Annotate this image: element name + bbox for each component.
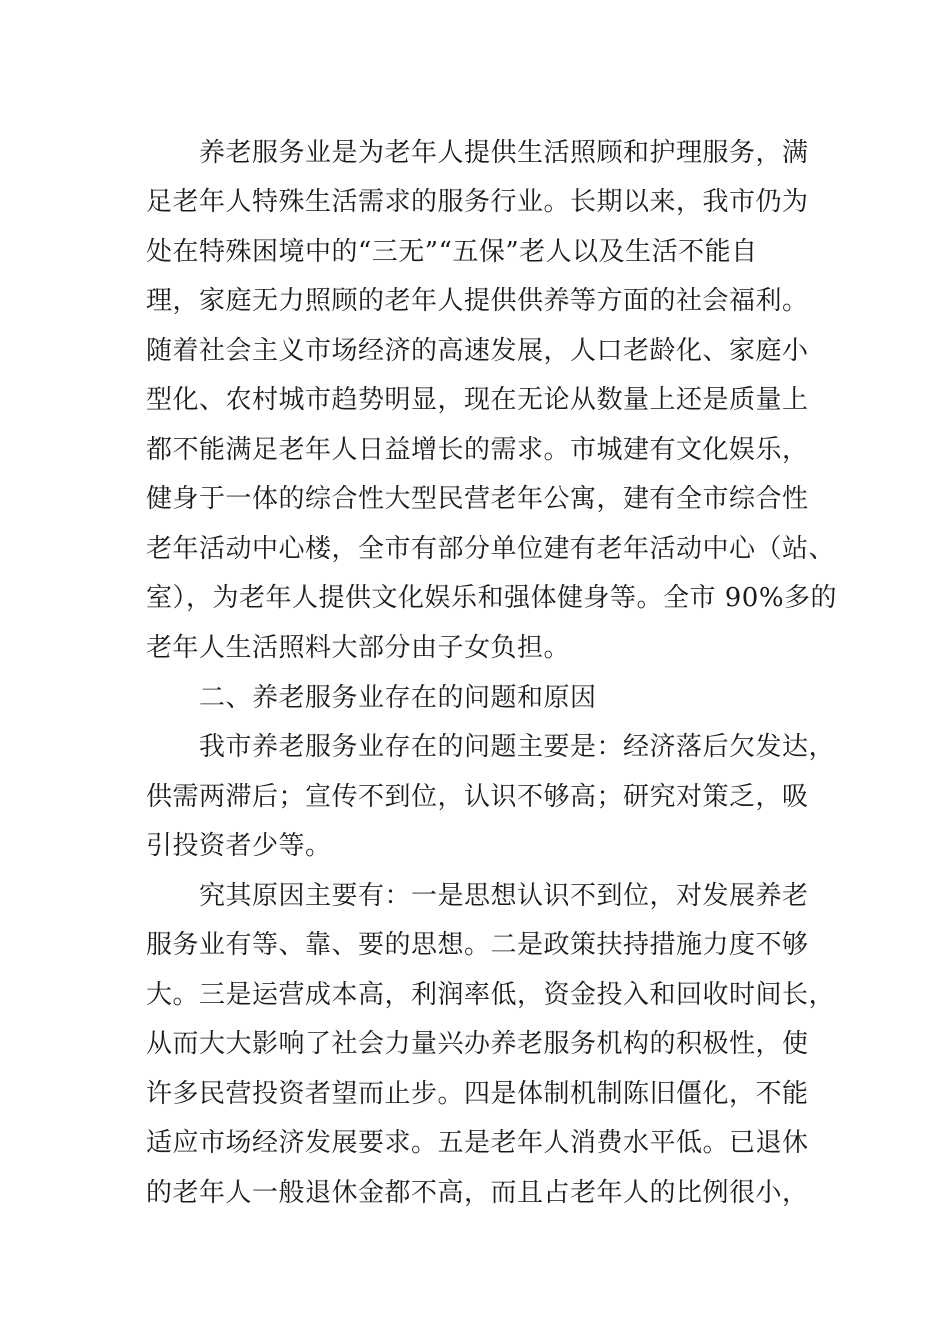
text-line: 大。三是运营成本高，利润率低，资金投入和回收时间长， [146, 980, 836, 1010]
text-line: 室），为老年人提供文化娱乐和强体健身等。全市 90%多的 [146, 583, 838, 613]
text-line: 型化、农村城市趋势明显，现在无论从数量上还是质量上 [146, 385, 809, 415]
text-line: 引投资者少等。 [146, 831, 332, 861]
text-line: 理，家庭无力照顾的老年人提供供养等方面的社会福利。 [146, 286, 809, 316]
text-line: 许多民营投资者望而止步。四是体制机制陈旧僵化，不能 [146, 1079, 809, 1109]
text-line: 老年活动中心楼，全市有部分单位建有老年活动中心（站、 [146, 534, 836, 564]
text-line: 的老年人一般退休金都不高，而且占老年人的比例很小， [146, 1178, 809, 1208]
text-line: 健身于一体的综合性大型民营老年公寓，建有全市综合性 [146, 484, 809, 514]
text-line: 老年人生活照料大部分由子女负担。 [146, 633, 571, 663]
text-line: 养老服务业是为老年人提供生活照顾和护理服务，满 [146, 138, 809, 168]
text-line: 随着社会主义市场经济的高速发展，人口老龄化、家庭小 [146, 336, 809, 366]
section-heading: 二、养老服务业存在的问题和原因 [146, 683, 597, 713]
text-line: 都不能满足老年人日益增长的需求。市城建有文化娱乐， [146, 435, 809, 465]
text-line: 适应市场经济发展要求。五是老年人消费水平低。已退休 [146, 1128, 809, 1158]
text-line: 我市养老服务业存在的问题主要是：经济落后欠发达， [146, 732, 836, 762]
text-line: 处在特殊困境中的“三无”“五保”老人以及生活不能自 [146, 237, 758, 267]
text-line: 服务业有等、靠、要的思想。二是政策扶持措施力度不够 [146, 930, 809, 960]
text-line: 供需两滞后；宣传不到位，认识不够高；研究对策乏，吸 [146, 782, 809, 812]
text-line: 从而大大影响了社会力量兴办养老服务机构的积极性，使 [146, 1029, 809, 1059]
text-line: 足老年人特殊生活需求的服务行业。长期以来，我市仍为 [146, 187, 809, 217]
text-line: 究其原因主要有：一是思想认识不到位，对发展养老 [146, 881, 809, 911]
